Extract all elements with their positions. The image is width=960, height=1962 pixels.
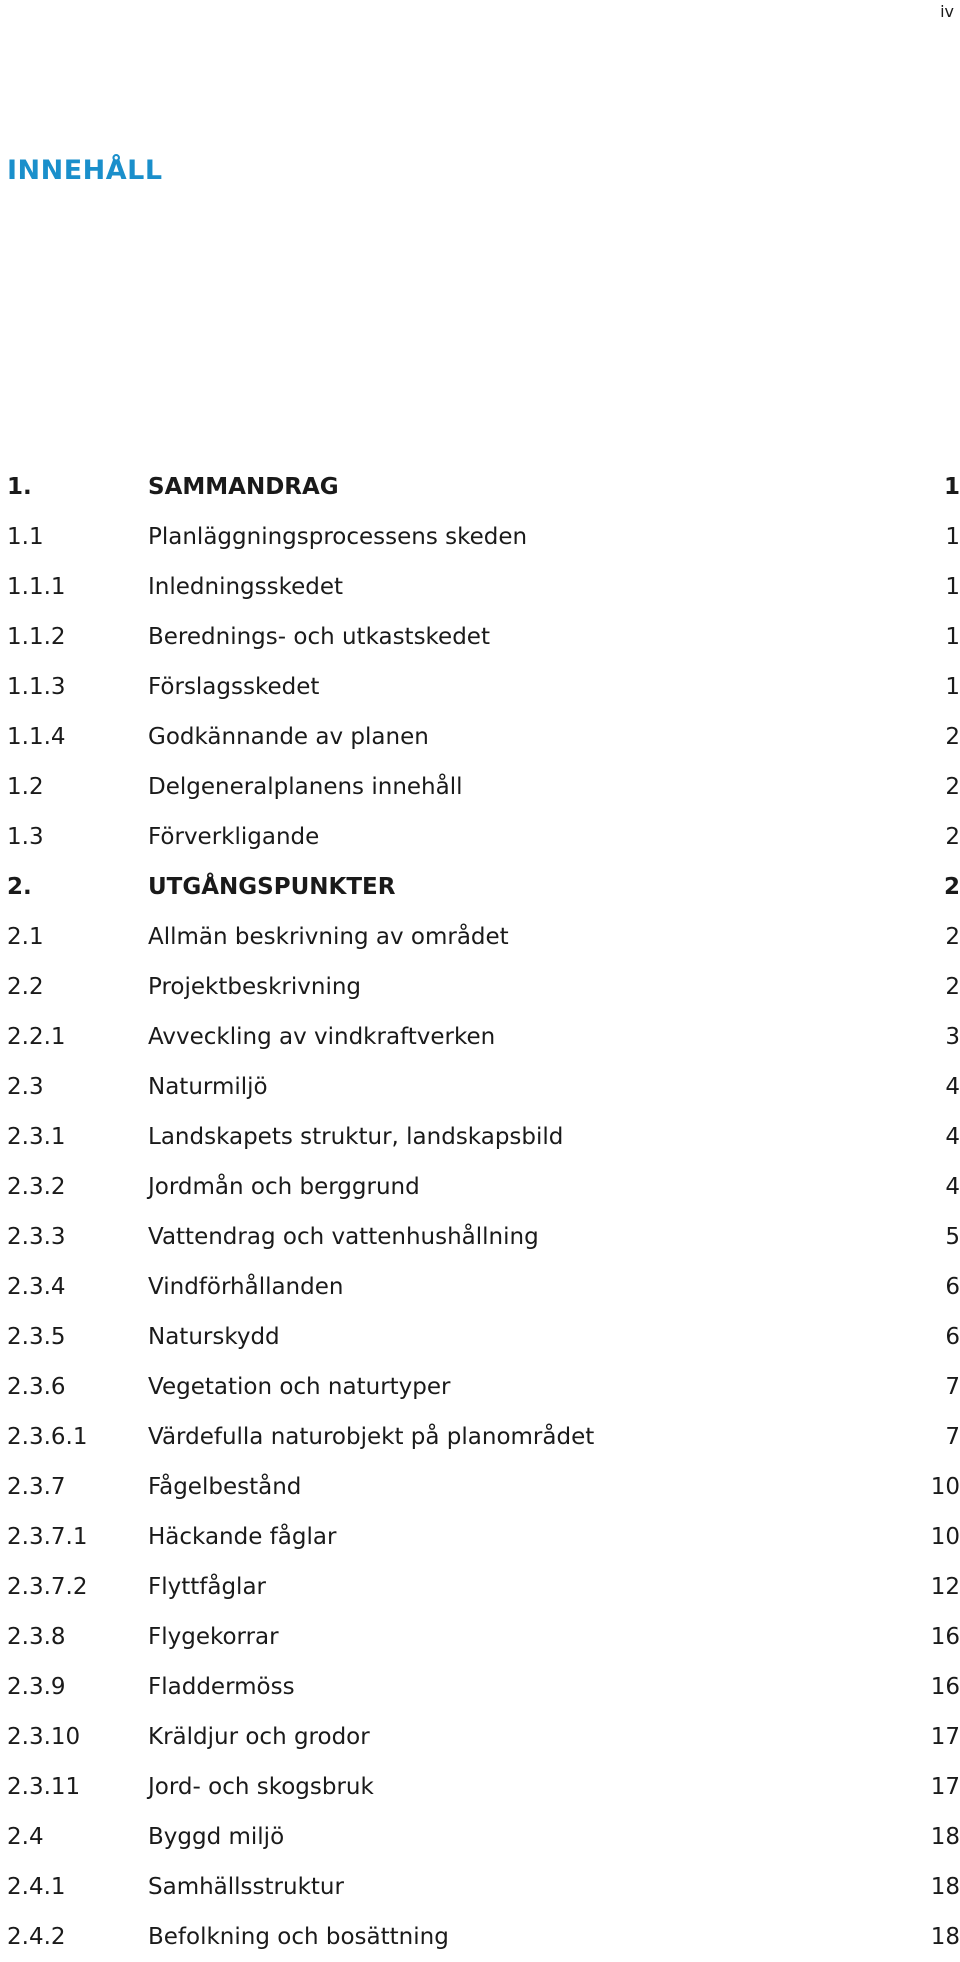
toc-entry-title: Kräldjur och grodor [148,1724,370,1750]
toc-entry-page: 18 [930,1824,960,1850]
toc-entry-title: Byggd miljö [148,1824,285,1850]
toc-entry[interactable] [0,912,960,962]
toc-entry-page: 18 [930,1874,960,1900]
toc-entry-page: 1 [943,474,960,500]
toc-entry[interactable] [0,1212,960,1262]
toc-entry-number: 2.3.8 [7,1624,66,1650]
toc-entry-page: 2 [945,774,960,800]
toc-entry-page: 17 [930,1774,960,1800]
toc-entry-title: Vindförhållanden [148,1274,344,1300]
toc-list [0,462,960,1962]
toc-entry[interactable] [0,1412,960,1462]
toc-entry[interactable] [0,812,960,862]
toc-entry-number: 2.3.7.2 [7,1574,88,1600]
toc-entry-number: 2.3.9 [7,1674,66,1700]
toc-entry-page: 2 [945,924,960,950]
toc-entry-number: 2.1 [7,924,44,950]
toc-entry-title: Jord- och skogsbruk [148,1774,374,1800]
toc-entry-title: Flygekorrar [148,1624,279,1650]
toc-entry[interactable] [0,612,960,662]
toc-entry[interactable] [0,1262,960,1312]
toc-entry-page: 5 [945,1224,960,1250]
toc-entry-title: Naturmiljö [148,1074,268,1100]
toc-entry[interactable] [0,462,960,512]
toc-entry[interactable] [0,962,960,1012]
toc-entry-title: Vattendrag och vattenhushållning [148,1224,539,1250]
toc-entry-title: Naturskydd [148,1324,280,1350]
toc-entry-title: Flyttfåglar [148,1574,266,1600]
toc-entry-page: 1 [945,574,960,600]
toc-entry[interactable] [0,512,960,562]
toc-entry-number: 2. [7,874,32,900]
toc-entry-number: 2.4 [7,1824,44,1850]
toc-entry[interactable] [0,862,960,912]
toc-entry-page: 10 [930,1474,960,1500]
toc-entry[interactable] [0,1762,960,1812]
toc-entry-title: Fladdermöss [148,1674,295,1700]
toc-entry-number: 2.2.1 [7,1024,66,1050]
toc-entry-number: 2.3.1 [7,1124,66,1150]
toc-entry-page: 2 [945,824,960,850]
toc-entry-title: Godkännande av planen [148,724,429,750]
toc-entry[interactable] [0,662,960,712]
toc-entry-number: 2.3.4 [7,1274,66,1300]
toc-entry[interactable] [0,1812,960,1862]
toc-entry-number: 1.1.4 [7,724,66,750]
toc-entry-number: 1.1.3 [7,674,66,700]
toc-entry-title: Jordmån och berggrund [148,1174,420,1200]
toc-entry-title: Värdefulla naturobjekt på planområdet [148,1424,595,1450]
toc-entry-number: 2.3.6 [7,1374,66,1400]
toc-entry-number: 2.3.5 [7,1324,66,1350]
toc-entry[interactable] [0,1712,960,1762]
toc-entry-title: Projektbeskrivning [148,974,362,1000]
toc-entry-page: 12 [930,1574,960,1600]
toc-entry[interactable] [0,1862,960,1912]
toc-entry-page: 1 [945,524,960,550]
toc-entry-number: 2.3.10 [7,1724,81,1750]
toc-heading: INNEHÅLL [7,155,163,186]
toc-entry-title: Förverkligande [148,824,320,850]
toc-entry[interactable] [0,1562,960,1612]
toc-entry-number: 1.2 [7,774,44,800]
toc-entry-page: 7 [945,1424,960,1450]
toc-entry-title: Allmän beskrivning av området [148,924,509,950]
toc-entry[interactable] [0,1062,960,1112]
toc-entry-page: 1 [945,624,960,650]
toc-entry-number: 1.1.2 [7,624,66,650]
toc-entry[interactable] [0,762,960,812]
toc-entry-page: 17 [930,1724,960,1750]
toc-entry-page: 18 [930,1924,960,1950]
toc-entry-page: 3 [945,1024,960,1050]
toc-entry-number: 2.3.11 [7,1774,81,1800]
toc-entry-page: 16 [930,1674,960,1700]
toc-entry-page: 6 [945,1274,960,1300]
toc-entry-number: 2.4.1 [7,1874,66,1900]
toc-entry-title: Inledningsskedet [148,574,344,600]
toc-entry-number: 1.3 [7,824,44,850]
toc-entry-page: 4 [945,1124,960,1150]
toc-entry[interactable] [0,1662,960,1712]
toc-entry-page: 7 [945,1374,960,1400]
toc-entry-page: 4 [945,1174,960,1200]
toc-entry-number: 2.3.6.1 [7,1424,88,1450]
toc-entry-title: SAMMANDRAG [148,474,339,500]
toc-entry[interactable] [0,1362,960,1412]
toc-entry-page: 1 [945,674,960,700]
toc-entry-title: Avveckling av vindkraftverken [148,1024,496,1050]
toc-entry[interactable] [0,1012,960,1062]
toc-entry-number: 2.2 [7,974,44,1000]
toc-entry-number: 2.3.3 [7,1224,66,1250]
toc-entry-number: 1.1.1 [7,574,66,600]
toc-entry[interactable] [0,1162,960,1212]
toc-entry-page: 2 [945,724,960,750]
toc-entry[interactable] [0,1462,960,1512]
toc-entry-page: 2 [943,874,960,900]
toc-entry-page: 4 [945,1074,960,1100]
toc-entry-title: Planläggningsprocessens skeden [148,524,528,550]
toc-entry-title: Landskapets struktur, landskapsbild [148,1124,564,1150]
toc-entry-page: 2 [945,974,960,1000]
toc-entry[interactable] [0,1912,960,1962]
toc-entry[interactable] [0,712,960,762]
toc-entry-title: Förslagsskedet [148,674,320,700]
toc-entry[interactable] [0,1312,960,1362]
toc-entry-number: 1.1 [7,524,44,550]
toc-entry-page: 10 [930,1524,960,1550]
toc-entry-page: 16 [930,1624,960,1650]
toc-entry-number: 2.4.2 [7,1924,66,1950]
toc-entry-page: 6 [945,1324,960,1350]
toc-entry-title: Häckande fåglar [148,1524,337,1550]
toc-entry-title: Fågelbestånd [148,1474,302,1500]
toc-entry-title: Berednings- och utkastskedet [148,624,490,650]
toc-entry[interactable] [0,1612,960,1662]
toc-entry-title: Vegetation och naturtyper [148,1374,451,1400]
toc-entry-title: Delgeneralplanens innehåll [148,774,463,800]
toc-entry[interactable] [0,562,960,612]
toc-entry-title: UTGÅNGSPUNKTER [148,874,396,900]
toc-entry-title: Samhällsstruktur [148,1874,344,1900]
toc-entry-number: 2.3.7.1 [7,1524,88,1550]
toc-entry[interactable] [0,1112,960,1162]
toc-entry-number: 1. [7,474,32,500]
toc-entry-number: 2.3.2 [7,1174,66,1200]
toc-entry[interactable] [0,1512,960,1562]
toc-entry-title: Befolkning och bosättning [148,1924,449,1950]
toc-entry-number: 2.3 [7,1074,44,1100]
toc-entry-number: 2.3.7 [7,1474,66,1500]
page-number: iv [940,2,954,21]
